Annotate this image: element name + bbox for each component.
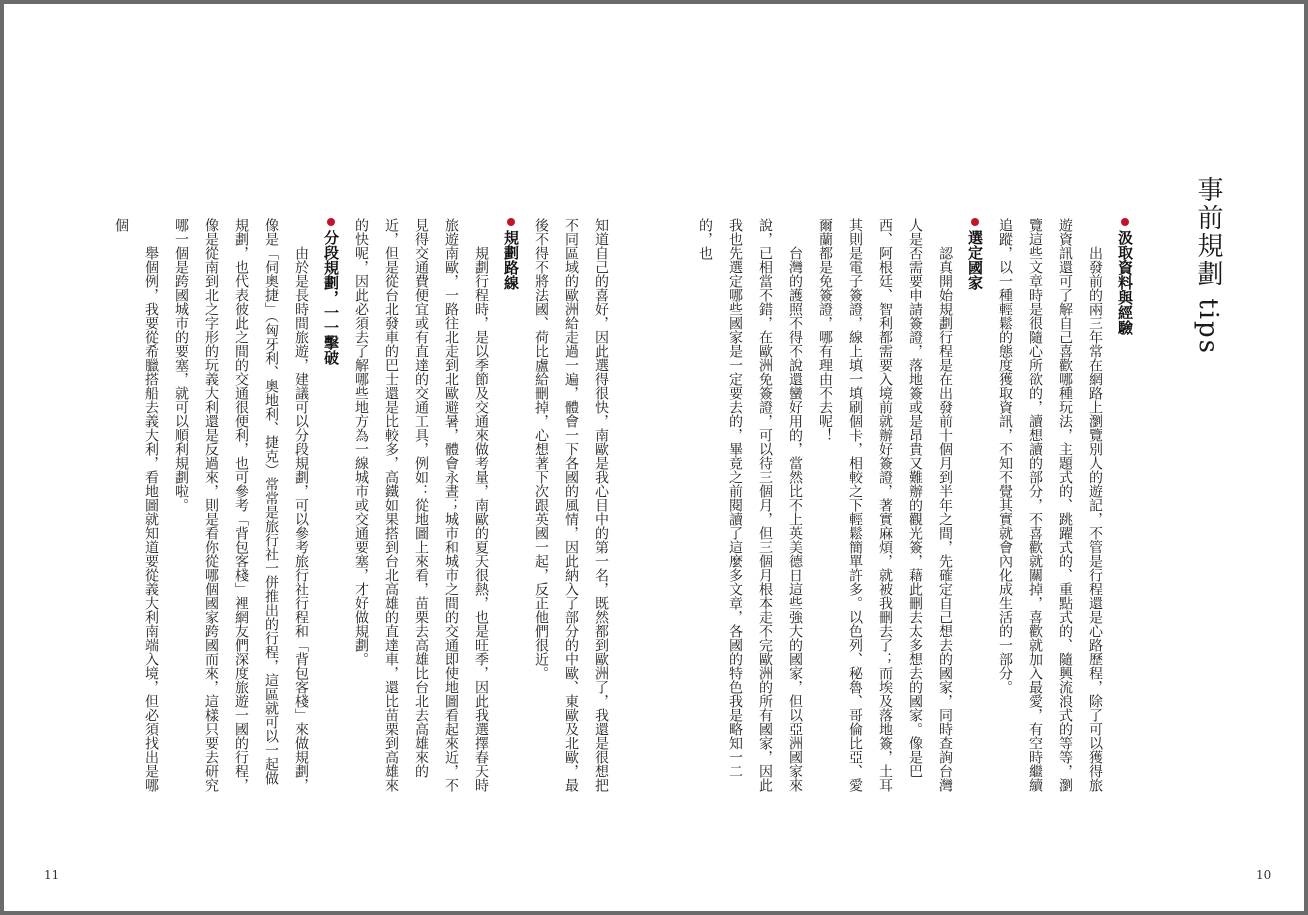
paragraph: 舉個例，我要從希臘搭船去義大利，看地圖就知道要從義大利南端入境，但必須找出是哪個 bbox=[113, 218, 159, 792]
two-page-spread bbox=[4, 4, 1304, 911]
red-bullet-icon bbox=[1121, 218, 1129, 226]
paragraph: 由於是長時間旅遊，建議可以分段規劃，可以參考旅行社行程和「背包客棧」來做規劃，像是「伺奧捷」（匈牙利、奧地利、捷克）常常是旅行社一併推出的行程，這區就可以一起做規劃，也代表彼此之間的交通很便利，也可參考「背包客棧」裡網友們深度旅遊一國的行程，像是從南到北之字形的玩義大利還是反過來，則是看你從哪個國家跨國而來，這樣只要去研究哪一個是跨國城市的要塞，就可以順利規劃啦。 bbox=[173, 218, 309, 792]
book-spread-page bbox=[4, 4, 1304, 911]
section-heading bbox=[316, 218, 346, 798]
page-number-left: 11 bbox=[44, 868, 60, 882]
left-page-text bbox=[113, 218, 616, 798]
heading-text: 汲取資料與經驗 bbox=[1116, 230, 1134, 335]
red-bullet-icon bbox=[507, 218, 515, 226]
section-heading bbox=[496, 218, 526, 798]
paragraph: 認真開始規劃行程是在出發前十個月到半年之間，先確定自己想去的國家，同時查詢台灣人是否需要申請簽證，落地簽或是昂貴又難辦的觀光簽，藉此刪去太多想去的國家。像是巴西、阿根廷、智利都需要入境前就辦好簽證，著實麻煩，就被我刪去了；而埃及落地簽，土耳其則是電子簽證，線上填一填刷個卡，相較之下輕鬆簡單許多。以色列、秘魯、哥倫比亞、愛爾蘭都是免簽證，哪有理由不去呢！ bbox=[817, 218, 953, 792]
red-bullet-icon bbox=[327, 218, 335, 226]
section-heading bbox=[1110, 218, 1140, 798]
page-number-right: 10 bbox=[1256, 868, 1272, 882]
right-page-text bbox=[697, 218, 1140, 798]
paragraph: 台灣的護照不得不說還蠻好用的，當然比不上英美德日這些強大的國家，但以亞洲國家來說，已相當不錯，在歐洲免簽證，可以待三個月，但三個月根本走不完歐洲的所有國家，因此我也先選定哪些國家是一定要去的，畢竟之前閱讀了這麼多文章，各國的特色我是略知一二的，也 bbox=[697, 218, 803, 792]
section-heading bbox=[960, 218, 990, 798]
chapter-title: 事前規劃 tips bbox=[1193, 176, 1223, 356]
paragraph: 規劃行程時，是以季節及交通來做考量，南歐的夏天很熱，也是旺季，因此我選擇春天時旅遊南歐，一路往北走到北歐避暑，體會永晝；城市和城市之間的交通即使地圖看起來近，不見得交通費便宜或有直達的交通工具，例如：從地圖上來看，苗栗去高雄比台北去高雄來的近，但是從台北發車的巴士還是比較多，高鐵如果搭到台北高雄的直達車，還比苗栗到高雄來的快呢，因此必須去了解哪些地方為一線城市或交通要塞，才好做規劃。 bbox=[353, 218, 489, 792]
heading-text: 規劃路線 bbox=[502, 230, 520, 290]
paragraph: 出發前的兩三年常在網路上瀏覽別人的遊記，不管是行程還是心路歷程，除了可以獲得旅遊資訊還可了解自己喜歡哪種玩法，主題式的、跳躍式的、重點式的、隨興流浪式的等等，瀏覽這些文章時是很隨心所欲的，讀想讀的部分，不喜歡就關掉，喜歡就加入最愛，有空時繼續追蹤，以一種輕鬆的態度獲取資訊，不知不覺其實就會內化成生活的一部分。 bbox=[997, 218, 1103, 792]
heading-text: 分段規劃，一一擊破 bbox=[322, 230, 340, 365]
heading-text: 選定國家 bbox=[966, 230, 984, 290]
paragraph-continued: 知道自己的喜好，因此選得很快，南歐是我心目中的第一名，既然都到歐洲了，我還是很想把不同區域的歐洲給走過一遍，體會一下各國的風情，因此納入了部分的中歐、東歐及北歐，最後不得不將法國、荷比盧給刪掉，心想著下次跟英國一起，反正他們很近。 bbox=[533, 218, 609, 792]
red-bullet-icon bbox=[971, 218, 979, 226]
